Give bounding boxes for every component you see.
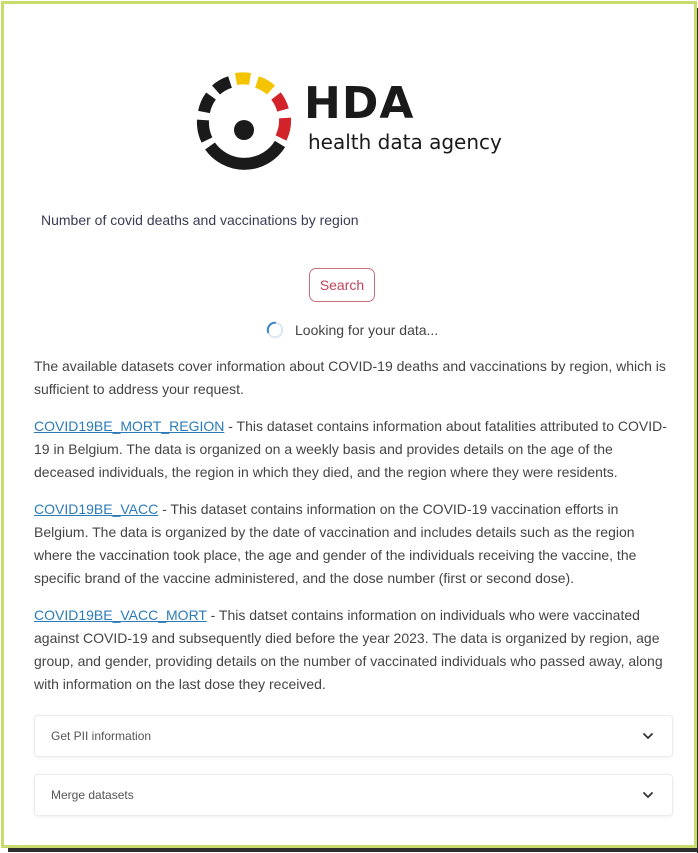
hda-logo — [194, 70, 504, 170]
result-intro: The available datasets cover information about COVID-19 deaths and vaccinations by region, which is sufficient to address your request. — [34, 358, 666, 397]
dataset-description: - This dataset contains information on the COVID-19 vaccination efforts in Belgium. The data is organized by the date of vaccination and includes details such as the region where the vaccination took place, the age and gender of the individuals receiving the vaccine, the specific brand of the vaccine administered, and the dose number (first or second dose). — [34, 501, 637, 586]
result-content — [34, 355, 670, 710]
search-button[interactable]: Search — [309, 268, 375, 302]
dataset-item — [34, 498, 670, 590]
logo-title: HDA — [304, 78, 415, 129]
dataset-link[interactable]: COVID19BE_VACC_MORT — [34, 607, 207, 623]
merge-panel[interactable] — [34, 774, 673, 816]
dataset-item — [34, 415, 670, 484]
app-frame — [1, 1, 697, 848]
dataset-description: - This dataset contains information about fatalities attributed to COVID-19 in Belgium. The data is organized on a weekly basis and provides details on the age of the deceased individuals, the region in which they died, and the region where they were residents. — [34, 418, 667, 480]
user-question: Number of covid deaths and vaccinations by region — [41, 212, 359, 228]
spinner-icon — [266, 321, 284, 339]
dataset-item — [34, 604, 670, 696]
pii-panel-label: Get PII information — [51, 729, 152, 743]
loading-text: Looking for your data... — [295, 322, 439, 338]
pii-panel[interactable] — [34, 715, 673, 757]
dataset-description: - This datset contains information on individuals who were vaccinated against COVID-19 and subsequently died before the year 2023. The data is organized by region, age group, and gender, providing details on the number of vaccinated individuals who passed away, along with information on the last dose they received. — [34, 607, 663, 692]
logo-subtitle: health data agency — [308, 130, 502, 154]
chevron-down-icon[interactable] — [642, 730, 654, 742]
merge-panel-label: Merge datasets — [51, 788, 134, 802]
dataset-link[interactable]: COVID19BE_VACC — [34, 501, 159, 517]
dataset-link[interactable]: COVID19BE_MORT_REGION — [34, 418, 225, 434]
chevron-down-icon[interactable] — [642, 789, 654, 801]
loading-indicator — [266, 320, 438, 340]
hda-logo-icon — [194, 70, 294, 170]
